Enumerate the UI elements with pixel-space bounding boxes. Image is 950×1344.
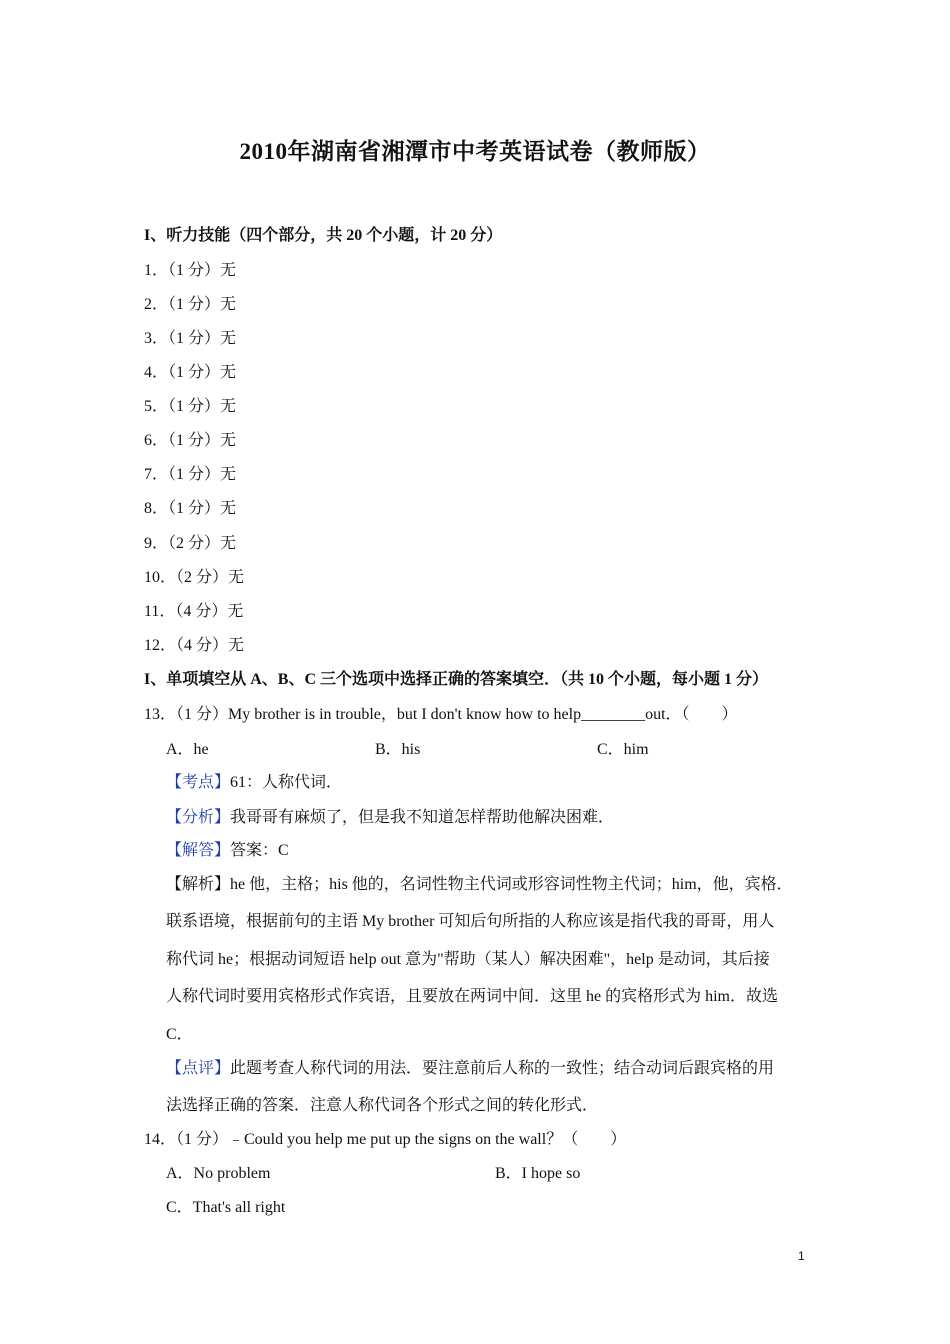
q13-jiexi-line-2: 联系语境，根据前句的主语 My brother 可知后句所指的人称应该是指代我的哥哥，用人 xyxy=(166,913,775,930)
list-item: 11．（4 分）无 xyxy=(144,603,244,620)
dianping-text: 此题考查人称代词的用法．要注意前后人称的一致性；结合动词后跟宾格的用 xyxy=(230,1060,775,1077)
section2-heading: I、单项填空从 A、B、C 三个选项中选择正确的答案填空．（共 10 个小题，每小题 1 分） xyxy=(144,671,769,688)
fenxi-text: 我哥哥有麻烦了，但是我不知道怎样帮助他解决困难． xyxy=(230,809,615,826)
q14-option-c: C．That's all right xyxy=(166,1199,286,1216)
q14-stem: 14．（1 分）﹣Could you help me put up the signs on the wall？（ ） xyxy=(144,1131,627,1148)
q13-kaodian xyxy=(166,769,342,792)
q13-jiexi-line-4: 人称代词时要用宾格形式作宾语，且要放在两词中间．这里 he 的宾格形式为 him．故选 xyxy=(166,988,778,1005)
list-item: 9．（2 分）无 xyxy=(144,535,237,552)
q14-option-b: B．I hope so xyxy=(495,1165,581,1182)
kaodian-text: 61：人称代词． xyxy=(230,774,343,791)
list-item: 12．（4 分）无 xyxy=(144,637,245,654)
q13-stem: 13．（1 分）My brother is in trouble，but I don't know how to help________out．（ ） xyxy=(144,706,738,723)
list-item: 4．（1 分）无 xyxy=(144,364,237,381)
q13-option-a: A．he xyxy=(166,741,209,758)
q13-jiexi-line-1 xyxy=(166,871,793,894)
q13-option-c: C．him xyxy=(597,741,649,758)
q13-option-b: B．his xyxy=(375,741,421,758)
q13-dianping-line-2: 法选择正确的答案．注意人称代词各个形式之间的转化形式． xyxy=(166,1097,599,1114)
list-item: 7．（1 分）无 xyxy=(144,466,237,483)
list-item: 5．（1 分）无 xyxy=(144,398,237,415)
list-item: 2．（1 分）无 xyxy=(144,296,237,313)
list-item: 10．（2 分）无 xyxy=(144,569,245,586)
jieda-tag: 【解答】 xyxy=(166,842,231,859)
q13-dianping-line-1 xyxy=(166,1055,774,1078)
kaodian-tag: 【考点】 xyxy=(166,774,231,791)
section1-heading: I、听力技能（四个部分，共 20 个小题，计 20 分） xyxy=(144,227,503,244)
q13-jiexi-line-3: 称代词 he；根据动词短语 help out 意为"帮助（某人）解决困难"，help 是动词，其后接 xyxy=(166,951,770,968)
q14-option-a: A．No problem xyxy=(166,1165,271,1182)
page-number: 1 xyxy=(798,1249,805,1263)
list-item: 6．（1 分）无 xyxy=(144,432,237,449)
jieda-text: 答案：C xyxy=(230,842,289,859)
jiexi-tag: 【解析】 xyxy=(166,876,231,893)
dianping-tag: 【点评】 xyxy=(166,1060,231,1077)
q13-fenxi xyxy=(166,804,614,827)
jiexi-text: he 他，主格；his 他的，名词性物主代词或形容词性物主代词；him，他，宾格． xyxy=(230,876,793,893)
list-item: 3．（1 分）无 xyxy=(144,330,237,347)
fenxi-tag: 【分析】 xyxy=(166,809,231,826)
q13-jieda xyxy=(166,837,289,860)
q13-jiexi-line-5: C． xyxy=(166,1026,193,1043)
list-item: 8．（1 分）无 xyxy=(144,500,237,517)
page-title: 2010年湖南省湘潭市中考英语试卷（教师版） xyxy=(239,139,711,164)
list-item: 1．（1 分）无 xyxy=(144,262,237,279)
